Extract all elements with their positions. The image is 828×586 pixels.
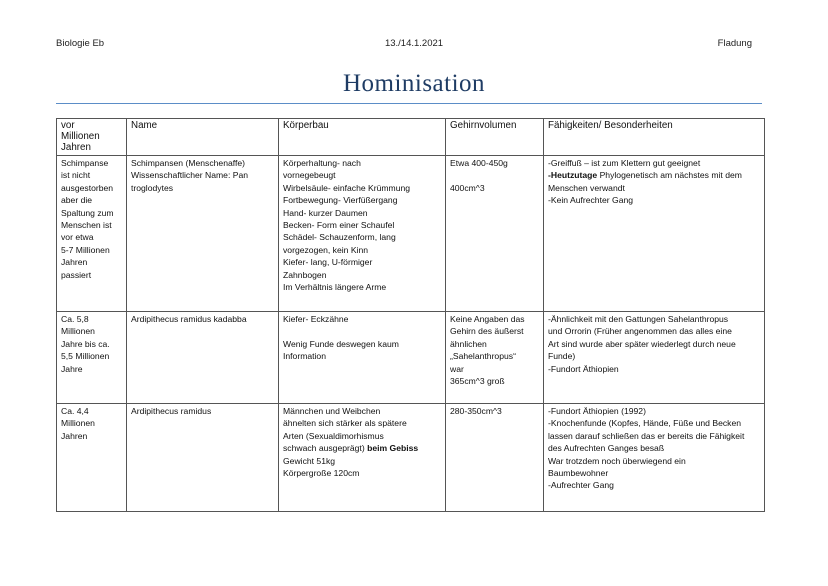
cell-line: Gewicht 51kg	[283, 455, 336, 466]
cell-line: -Knochenfunde (Kopfes, Hände, Füße und Becken	[548, 418, 742, 429]
cell-line: war	[450, 363, 464, 374]
cell-line: Schimpanse	[61, 158, 109, 168]
cell-line: vornegebeugt	[283, 170, 336, 181]
cell-line: Männchen und Weibchen	[283, 406, 381, 416]
column-header-time-word: vor	[61, 120, 75, 131]
cell-line: -Ähnlichkeit mit den Gattungen Sahelanthropus	[548, 314, 729, 324]
header-author: Fladung	[717, 38, 752, 49]
cell-brain	[446, 404, 544, 512]
cell-line: schwach ausgeprägt) beim Gebiss	[283, 443, 419, 454]
cell-line: Jahren	[61, 430, 88, 441]
cell-line: ähnelten sich stärker als spätere	[283, 418, 407, 429]
cell-line: Kiefer- Eckzähne	[283, 314, 349, 324]
cell-line: Schädel- Schauzenform, lang	[283, 232, 396, 243]
cell-line: -Heutzutage Phylogenetisch am nächstes mit dem	[548, 170, 742, 181]
column-header-time	[57, 119, 127, 156]
cell-features	[544, 404, 765, 512]
cell-body	[279, 404, 446, 512]
cell-time	[57, 404, 127, 512]
cell-line: lassen darauf schließen das er bereits die Fähigkeit	[548, 430, 745, 441]
cell-line: Baumbewohner	[548, 468, 609, 479]
cell-time	[57, 312, 127, 404]
cell-line: Art sind wurde aber später wiederlegt durch neue	[548, 338, 736, 349]
table-row	[57, 312, 765, 404]
cell-line: War trotzdem noch überwiegend ein	[548, 455, 686, 466]
column-header-body: Körperbau	[279, 119, 446, 156]
cell-line: Ca. 5,8	[61, 314, 89, 324]
table-header-row	[57, 119, 765, 156]
cell-line: Funde)	[548, 351, 576, 362]
cell-line: Wissenschaftlicher Name: Pan	[131, 170, 249, 181]
cell-line: -Fundort Äthiopien (1992)	[548, 406, 646, 416]
cell-body	[279, 312, 446, 404]
header-course: Biologie Eb	[56, 38, 105, 49]
column-header-brain: Gehirnvolumen	[446, 119, 544, 156]
cell-line: Menschen ist	[61, 220, 112, 231]
cell-line: troglodytes	[131, 182, 174, 193]
cell-features	[544, 312, 765, 404]
column-header-time-word: Jahren	[61, 142, 91, 153]
header-date: 13./14.1.2021	[384, 38, 444, 49]
cell-line: aber die	[61, 195, 93, 206]
cell-line: Menschen verwandt	[548, 182, 625, 193]
cell-line: Zahnbogen	[283, 269, 327, 280]
cell-brain	[446, 156, 544, 312]
cell-line: -Aufrechter Gang	[548, 480, 614, 491]
table-row	[57, 404, 765, 512]
cell-line: Gehirn des äußerst	[450, 326, 524, 337]
cell-brain	[446, 312, 544, 404]
cell-line: Hand- kurzer Daumen	[283, 207, 368, 218]
cell-line: Körpergroße 120cm	[283, 468, 360, 479]
cell-line: Schimpansen (Menschenaffe)	[131, 158, 246, 168]
cell-line: Wenig Funde deswegen kaum	[283, 338, 399, 349]
cell-line: 5,5 Millionen	[61, 351, 110, 362]
cell-line	[450, 169, 539, 181]
cell-line: Körperhaltung- nach	[283, 158, 361, 168]
cell-line: Millionen	[61, 418, 95, 429]
cell-line: passiert	[61, 269, 92, 280]
column-header-name: Name	[127, 119, 279, 156]
cell-line: ist nicht	[61, 170, 91, 181]
cell-name	[127, 312, 279, 404]
title-divider	[56, 103, 762, 104]
cell-line: Spaltung zum	[61, 207, 114, 218]
table-row	[57, 156, 765, 312]
cell-features	[544, 156, 765, 312]
cell-line: Jahre bis ca.	[61, 338, 110, 349]
cell-line: Fortbewegung- Vierfüßergang	[283, 195, 398, 206]
cell-time	[57, 156, 127, 312]
cell-line: -Greiffuß – ist zum Klettern gut geeignet	[548, 158, 701, 168]
cell-line: Becken- Form einer Schaufel	[283, 220, 395, 231]
cell-line: Keine Angaben das	[450, 314, 525, 324]
cell-line: Ardipithecus ramidus kadabba	[131, 314, 247, 324]
cell-line: 365cm^3 groß	[450, 376, 505, 387]
cell-line: und Orrorin (Früher angenommen das alles eine	[548, 326, 732, 337]
cell-line: vorgezogen, kein Kinn	[283, 244, 369, 255]
cell-line: Information	[283, 351, 326, 362]
cell-line: Arten (Sexualdimorhismus	[283, 430, 384, 441]
cell-line: Ardipithecus ramidus	[131, 406, 212, 416]
cell-line: Jahren	[61, 257, 88, 268]
cell-line: Kiefer- lang, U-förmiger	[283, 257, 373, 268]
cell-line: ausgestorben	[61, 182, 114, 193]
cell-line: Ca. 4,4	[61, 406, 89, 416]
cell-line: 400cm^3	[450, 182, 485, 193]
column-header-time-word: Millionen	[61, 131, 100, 142]
cell-line: 280-350cm^3	[450, 406, 502, 416]
cell-line: ähnlichen	[450, 338, 487, 349]
page-title: Hominisation	[342, 70, 486, 97]
cell-line	[283, 325, 441, 337]
cell-line: „Sahelanthropus“	[450, 351, 516, 362]
cell-line: Millionen	[61, 326, 95, 337]
cell-line: vor etwa	[61, 232, 94, 243]
cell-line: Etwa 400-450g	[450, 158, 508, 168]
cell-name	[127, 404, 279, 512]
cell-line: Jahre	[61, 363, 83, 374]
cell-line: Wirbelsäule- einfache Krümmung	[283, 182, 411, 193]
cell-line: 5-7 Millionen	[61, 244, 110, 255]
cell-line: des Aufrechten Ganges besaß	[548, 443, 665, 454]
cell-name	[127, 156, 279, 312]
cell-line: -Fundort Äthiopien	[548, 363, 619, 374]
cell-body	[279, 156, 446, 312]
cell-line: Im Verhältnis längere Arme	[283, 282, 387, 293]
cell-line: -Kein Aufrechter Gang	[548, 195, 634, 206]
column-header-features: Fähigkeiten/ Besonderheiten	[544, 119, 765, 156]
hominisation-table	[56, 118, 765, 512]
